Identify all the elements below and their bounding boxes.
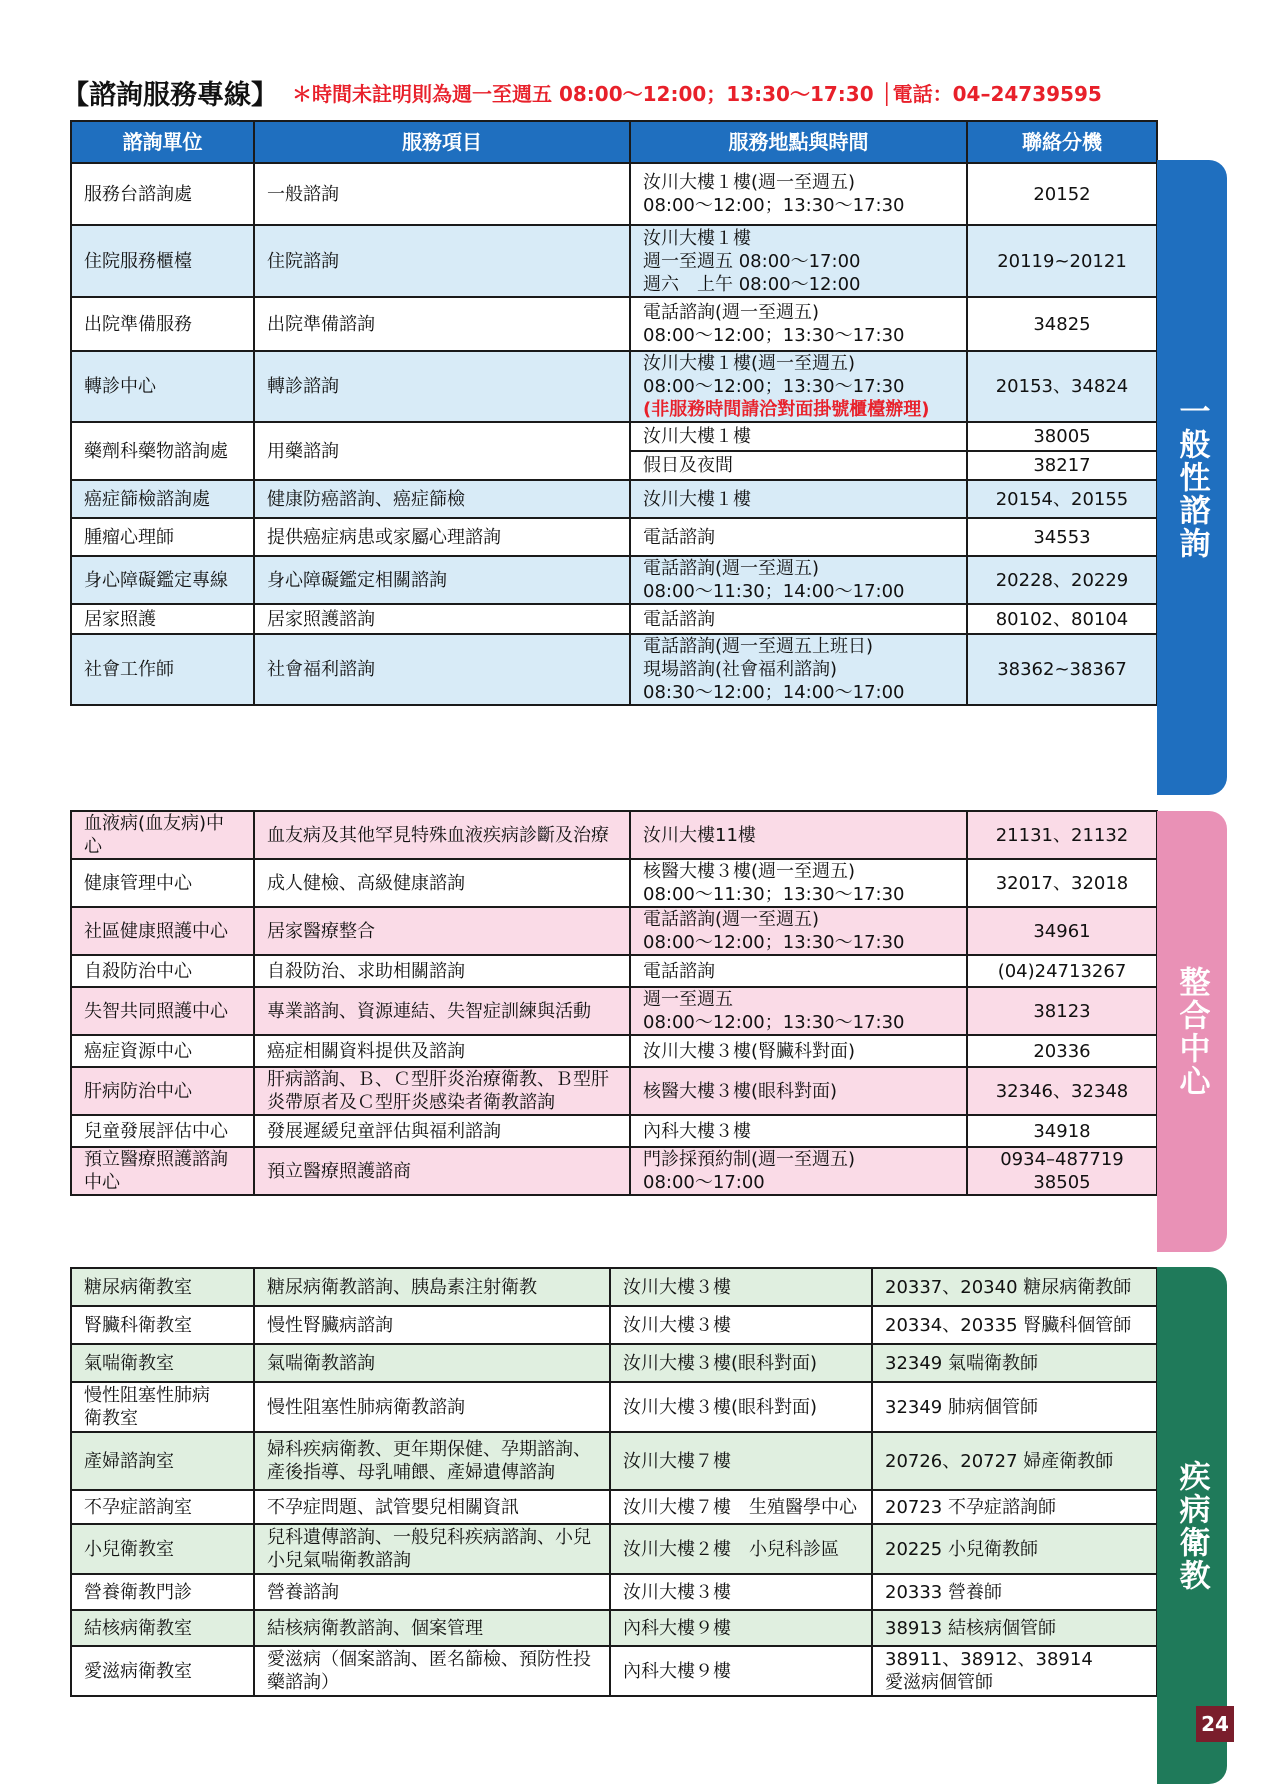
page-number: 24 [1196, 1706, 1234, 1742]
location-line: 電話諮詢 [643, 608, 715, 630]
location-cell [630, 955, 967, 987]
table-row [71, 422, 1157, 451]
table-row [71, 1344, 1157, 1382]
service-cell: 愛滋病（個案諮詢、匿名篩檢、預防性投 藥諮詢） [254, 1646, 610, 1696]
section-label-disease: 疾病衛教 [1173, 1459, 1210, 1592]
location-line: 汝川大樓１樓 [643, 488, 751, 510]
section-label-integrated: 整合中心 [1173, 965, 1210, 1098]
service-cell: 社會福利諮詢 [254, 634, 630, 705]
unit-cell: 腫瘤心理師 [71, 518, 254, 556]
extension-cell: 34918 [967, 1115, 1157, 1147]
table-row [71, 556, 1157, 604]
extension-cell: 20119~20121 [967, 225, 1157, 297]
location-line: 週一至週五 [643, 989, 733, 1010]
location-cell [630, 297, 967, 351]
unit-cell: 服務台諮詢處 [71, 163, 254, 225]
unit-cell: 愛滋病衛教室 [71, 1646, 254, 1696]
location-cell: 汝川大樓１樓 [630, 422, 967, 451]
location-line: 電話諮詢(週一至週五上班日) [643, 636, 874, 657]
unit-cell: 健康管理中心 [71, 859, 254, 907]
location-cell: 內科大樓９樓 [610, 1610, 872, 1646]
location-cell [630, 225, 967, 297]
location-line: 週一至週五 08:00～17:00 [643, 250, 861, 272]
contact-cell: 20334、20335 腎臟科個管師 [872, 1306, 1157, 1344]
section-label-general: 一般性諮詢 [1173, 395, 1210, 560]
unit-cell: 慢性阻塞性肺病 衛教室 [71, 1382, 254, 1432]
location-line: 週六 上午 08:00～12:00 [643, 273, 861, 295]
location-line: 汝川大樓１樓(週一至週五) [643, 172, 856, 193]
location-line: 核醫大樓３樓(週一至週五) [643, 861, 856, 882]
contact-cell: 20225 小兒衛教師 [872, 1524, 1157, 1574]
unit-cell: 結核病衛教室 [71, 1610, 254, 1646]
table-row [71, 480, 1157, 518]
unit-cell: 身心障礙鑑定專線 [71, 556, 254, 604]
location-line: 內科大樓３樓 [643, 1120, 751, 1142]
service-cell: 居家醫療整合 [254, 907, 630, 955]
extension-cell: 34961 [967, 907, 1157, 955]
service-cell: 不孕症問題、試管嬰兒相關資訊 [254, 1490, 610, 1524]
section-tab-general [1157, 160, 1227, 795]
extension-cell: 21131、21132 [967, 811, 1157, 859]
unit-cell: 肝病防治中心 [71, 1067, 254, 1115]
table-row [71, 1147, 1157, 1195]
extension-cell: 38217 [967, 451, 1157, 480]
unit-cell: 兒童發展評估中心 [71, 1115, 254, 1147]
location-line: 電話諮詢 [643, 526, 715, 548]
service-cell: 提供癌症病患或家屬心理諮詢 [254, 518, 630, 556]
col-header-service: 服務項目 [254, 121, 630, 163]
service-cell: 慢性腎臟病諮詢 [254, 1306, 610, 1344]
location-cell [630, 351, 967, 422]
table-row [71, 1524, 1157, 1574]
location-cell [630, 1147, 967, 1195]
location-line: 08:00～12:00；13:30～17:30 [643, 932, 905, 953]
location-line: 核醫大樓３樓(眼科對面) [643, 1080, 838, 1102]
table-row [71, 955, 1157, 987]
service-cell: 肝病諮詢、Ｂ、Ｃ型肝炎治療衛教、Ｂ型肝 炎帶原者及Ｃ型肝炎感染者衛教諮詢 [254, 1067, 630, 1115]
contact-cell: 20723 不孕症諮詢師 [872, 1490, 1157, 1524]
extension-cell: 32346、32348 [967, 1067, 1157, 1115]
service-cell: 自殺防治、求助相關諮詢 [254, 955, 630, 987]
section-tab-integrated [1157, 811, 1227, 1252]
extension-cell: 20336 [967, 1035, 1157, 1067]
unit-cell: 不孕症諮詢室 [71, 1490, 254, 1524]
location-line: 08:00～12:00；13:30～17:30 [643, 1012, 905, 1033]
service-cell: 用藥諮詢 [254, 422, 630, 480]
contact-cell: 32349 氣喘衛教師 [872, 1344, 1157, 1382]
service-cell: 出院準備諮詢 [254, 297, 630, 351]
table-row [71, 1574, 1157, 1610]
extension-cell: 38005 [967, 422, 1157, 451]
location-line: 08:00～17:00 [643, 1172, 765, 1193]
location-line: 08:00～11:30；13:30～17:30 [643, 884, 905, 905]
table-row [71, 163, 1157, 225]
location-line: 電話諮詢(週一至週五) [643, 909, 820, 930]
col-header-ext: 聯絡分機 [967, 121, 1157, 163]
unit-cell: 營養衛教門診 [71, 1574, 254, 1610]
location-line: 電話諮詢(週一至週五) [643, 558, 820, 579]
table-row [71, 1035, 1157, 1067]
service-cell: 轉診諮詢 [254, 351, 630, 422]
location-cell: 汝川大樓３樓 [610, 1574, 872, 1610]
extension-cell: 20153、34824 [967, 351, 1157, 422]
location-cell [630, 556, 967, 604]
extension-cell: 20228、20229 [967, 556, 1157, 604]
table-row [71, 1432, 1157, 1490]
location-cell: 汝川大樓７樓 [610, 1432, 872, 1490]
location-line: 汝川大樓３樓(腎臟科對面) [643, 1040, 856, 1062]
unit-cell: 產婦諮詢室 [71, 1432, 254, 1490]
location-line: 門診採預約制(週一至週五) [643, 1149, 856, 1170]
service-cell: 成人健檢、高級健康諮詢 [254, 859, 630, 907]
table-row [71, 297, 1157, 351]
unit-cell: 轉診中心 [71, 351, 254, 422]
table-row [71, 604, 1157, 634]
table-row [71, 1646, 1157, 1696]
service-cell: 兒科遺傳諮詢、一般兒科疾病諮詢、小兒 小兒氣喘衛教諮詢 [254, 1524, 610, 1574]
service-cell: 營養諮詢 [254, 1574, 610, 1610]
table-row [71, 1268, 1157, 1306]
unit-cell: 藥劑科藥物諮詢處 [71, 422, 254, 480]
location-cell [630, 987, 967, 1035]
location-cell: 汝川大樓２樓 小兒科診區 [610, 1524, 872, 1574]
table-row [71, 1610, 1157, 1646]
service-cell: 預立醫療照護諮商 [254, 1147, 630, 1195]
location-cell: 汝川大樓３樓 [610, 1268, 872, 1306]
table-row [71, 987, 1157, 1035]
location-cell [630, 811, 967, 859]
table-row [71, 1490, 1157, 1524]
unit-cell: 社會工作師 [71, 634, 254, 705]
contact-cell: 38913 結核病個管師 [872, 1610, 1157, 1646]
extension-cell: 34553 [967, 518, 1157, 556]
location-cell [630, 480, 967, 518]
location-cell [630, 1067, 967, 1115]
unit-cell: 住院服務櫃檯 [71, 225, 254, 297]
unit-cell: 小兒衛教室 [71, 1524, 254, 1574]
unit-cell: 失智共同照護中心 [71, 987, 254, 1035]
table-row [71, 1115, 1157, 1147]
table-row [71, 1067, 1157, 1115]
service-cell: 糖尿病衛教諮詢、胰島素注射衛教 [254, 1268, 610, 1306]
service-cell: 婦科疾病衛教、更年期保健、孕期諮詢、 產後指導、母乳哺餵、產婦遺傳諮詢 [254, 1432, 610, 1490]
disease-education-table [70, 1267, 1158, 1697]
service-cell: 一般諮詢 [254, 163, 630, 225]
location-line: 08:00～11:30；14:00～17:00 [643, 581, 905, 602]
table-row [71, 518, 1157, 556]
location-cell: 汝川大樓７樓 生殖醫學中心 [610, 1490, 872, 1524]
extension-cell: 20152 [967, 163, 1157, 225]
extension-cell: 34825 [967, 297, 1157, 351]
extension-cell: 0934–487719 38505 [967, 1147, 1157, 1195]
unit-cell: 居家照護 [71, 604, 254, 634]
location-cell: 假日及夜間 [630, 451, 967, 480]
extension-cell: 20154、20155 [967, 480, 1157, 518]
general-consultation-table [70, 120, 1158, 706]
location-cell [630, 163, 967, 225]
integrated-center-table [70, 810, 1158, 1196]
title-text: 【諮詢服務專線】 [62, 79, 278, 111]
location-cell [630, 1035, 967, 1067]
location-cell [630, 859, 967, 907]
table-row [71, 1306, 1157, 1344]
extension-cell: 38123 [967, 987, 1157, 1035]
unit-cell: 癌症篩檢諮詢處 [71, 480, 254, 518]
service-cell: 健康防癌諮詢、癌症篩檢 [254, 480, 630, 518]
contact-cell: 20333 營養師 [872, 1574, 1157, 1610]
table-header-row [71, 121, 1157, 163]
location-line: 汝川大樓11樓 [643, 824, 756, 846]
location-cell [630, 1115, 967, 1147]
location-note: (非服務時間請洽對面掛號櫃檯辦理) [643, 399, 930, 420]
service-cell: 氣喘衛教諮詢 [254, 1344, 610, 1382]
unit-cell: 氣喘衛教室 [71, 1344, 254, 1382]
location-cell [630, 518, 967, 556]
location-line: 08:00～12:00；13:30～17:30 [643, 195, 905, 216]
contact-cell: 20726、20727 婦產衛教師 [872, 1432, 1157, 1490]
service-cell: 住院諮詢 [254, 225, 630, 297]
table-row [71, 1382, 1157, 1432]
service-cell: 發展遲緩兒童評估與福利諮詢 [254, 1115, 630, 1147]
contact-cell: 38911、38912、38914 愛滋病個管師 [872, 1646, 1157, 1696]
extension-cell: 38362~38367 [967, 634, 1157, 705]
unit-cell: 出院準備服務 [71, 297, 254, 351]
location-cell: 內科大樓９樓 [610, 1646, 872, 1696]
service-cell: 專業諮詢、資源連結、失智症訓練與活動 [254, 987, 630, 1035]
extension-cell: 80102、80104 [967, 604, 1157, 634]
page-title [62, 70, 1102, 114]
location-line: 08:00～12:00；13:30～17:30 [643, 376, 905, 397]
unit-cell: 糖尿病衛教室 [71, 1268, 254, 1306]
unit-cell: 社區健康照護中心 [71, 907, 254, 955]
location-line: 電話諮詢(週一至週五) [643, 302, 820, 323]
extension-cell: 32017、32018 [967, 859, 1157, 907]
col-header-location: 服務地點與時間 [630, 121, 967, 163]
service-cell: 癌症相關資料提供及諮詢 [254, 1035, 630, 1067]
col-header-unit: 諮詢單位 [71, 121, 254, 163]
table-row [71, 225, 1157, 297]
service-cell: 居家照護諮詢 [254, 604, 630, 634]
table-row [71, 811, 1157, 859]
table-row [71, 351, 1157, 422]
extension-cell: (04)24713267 [967, 955, 1157, 987]
hours-note: ＊時間未註明則為週一至週五 08:00～12:00；13:30～17:30 │電話：04–24739595 [292, 81, 1102, 106]
service-cell: 身心障礙鑑定相關諮詢 [254, 556, 630, 604]
location-cell [630, 634, 967, 705]
unit-cell: 血液病(血友病)中心 [71, 811, 254, 859]
unit-cell: 自殺防治中心 [71, 955, 254, 987]
location-cell [630, 907, 967, 955]
location-cell: 汝川大樓３樓(眼科對面) [610, 1344, 872, 1382]
table-row [71, 859, 1157, 907]
service-cell: 慢性阻塞性肺病衛教諮詢 [254, 1382, 610, 1432]
unit-cell: 腎臟科衛教室 [71, 1306, 254, 1344]
contact-cell: 20337、20340 糖尿病衛教師 [872, 1268, 1157, 1306]
location-line: 汝川大樓１樓(週一至週五) [643, 353, 856, 374]
location-line: 現場諮詢(社會福利諮詢) [643, 659, 838, 680]
unit-cell: 癌症資源中心 [71, 1035, 254, 1067]
location-line: 電話諮詢 [643, 960, 715, 982]
contact-cell: 32349 肺病個管師 [872, 1382, 1157, 1432]
location-cell: 汝川大樓３樓(眼科對面) [610, 1382, 872, 1432]
service-cell: 血友病及其他罕見特殊血液疾病診斷及治療 [254, 811, 630, 859]
location-line: 08:00～12:00；13:30～17:30 [643, 325, 905, 346]
location-line: 汝川大樓１樓 [643, 227, 751, 249]
unit-cell: 預立醫療照護諮詢 中心 [71, 1147, 254, 1195]
service-cell: 結核病衛教諮詢、個案管理 [254, 1610, 610, 1646]
location-line: 08:30～12:00；14:00～17:00 [643, 682, 905, 703]
location-cell [630, 604, 967, 634]
table-row [71, 907, 1157, 955]
table-row [71, 634, 1157, 705]
location-cell: 汝川大樓３樓 [610, 1306, 872, 1344]
